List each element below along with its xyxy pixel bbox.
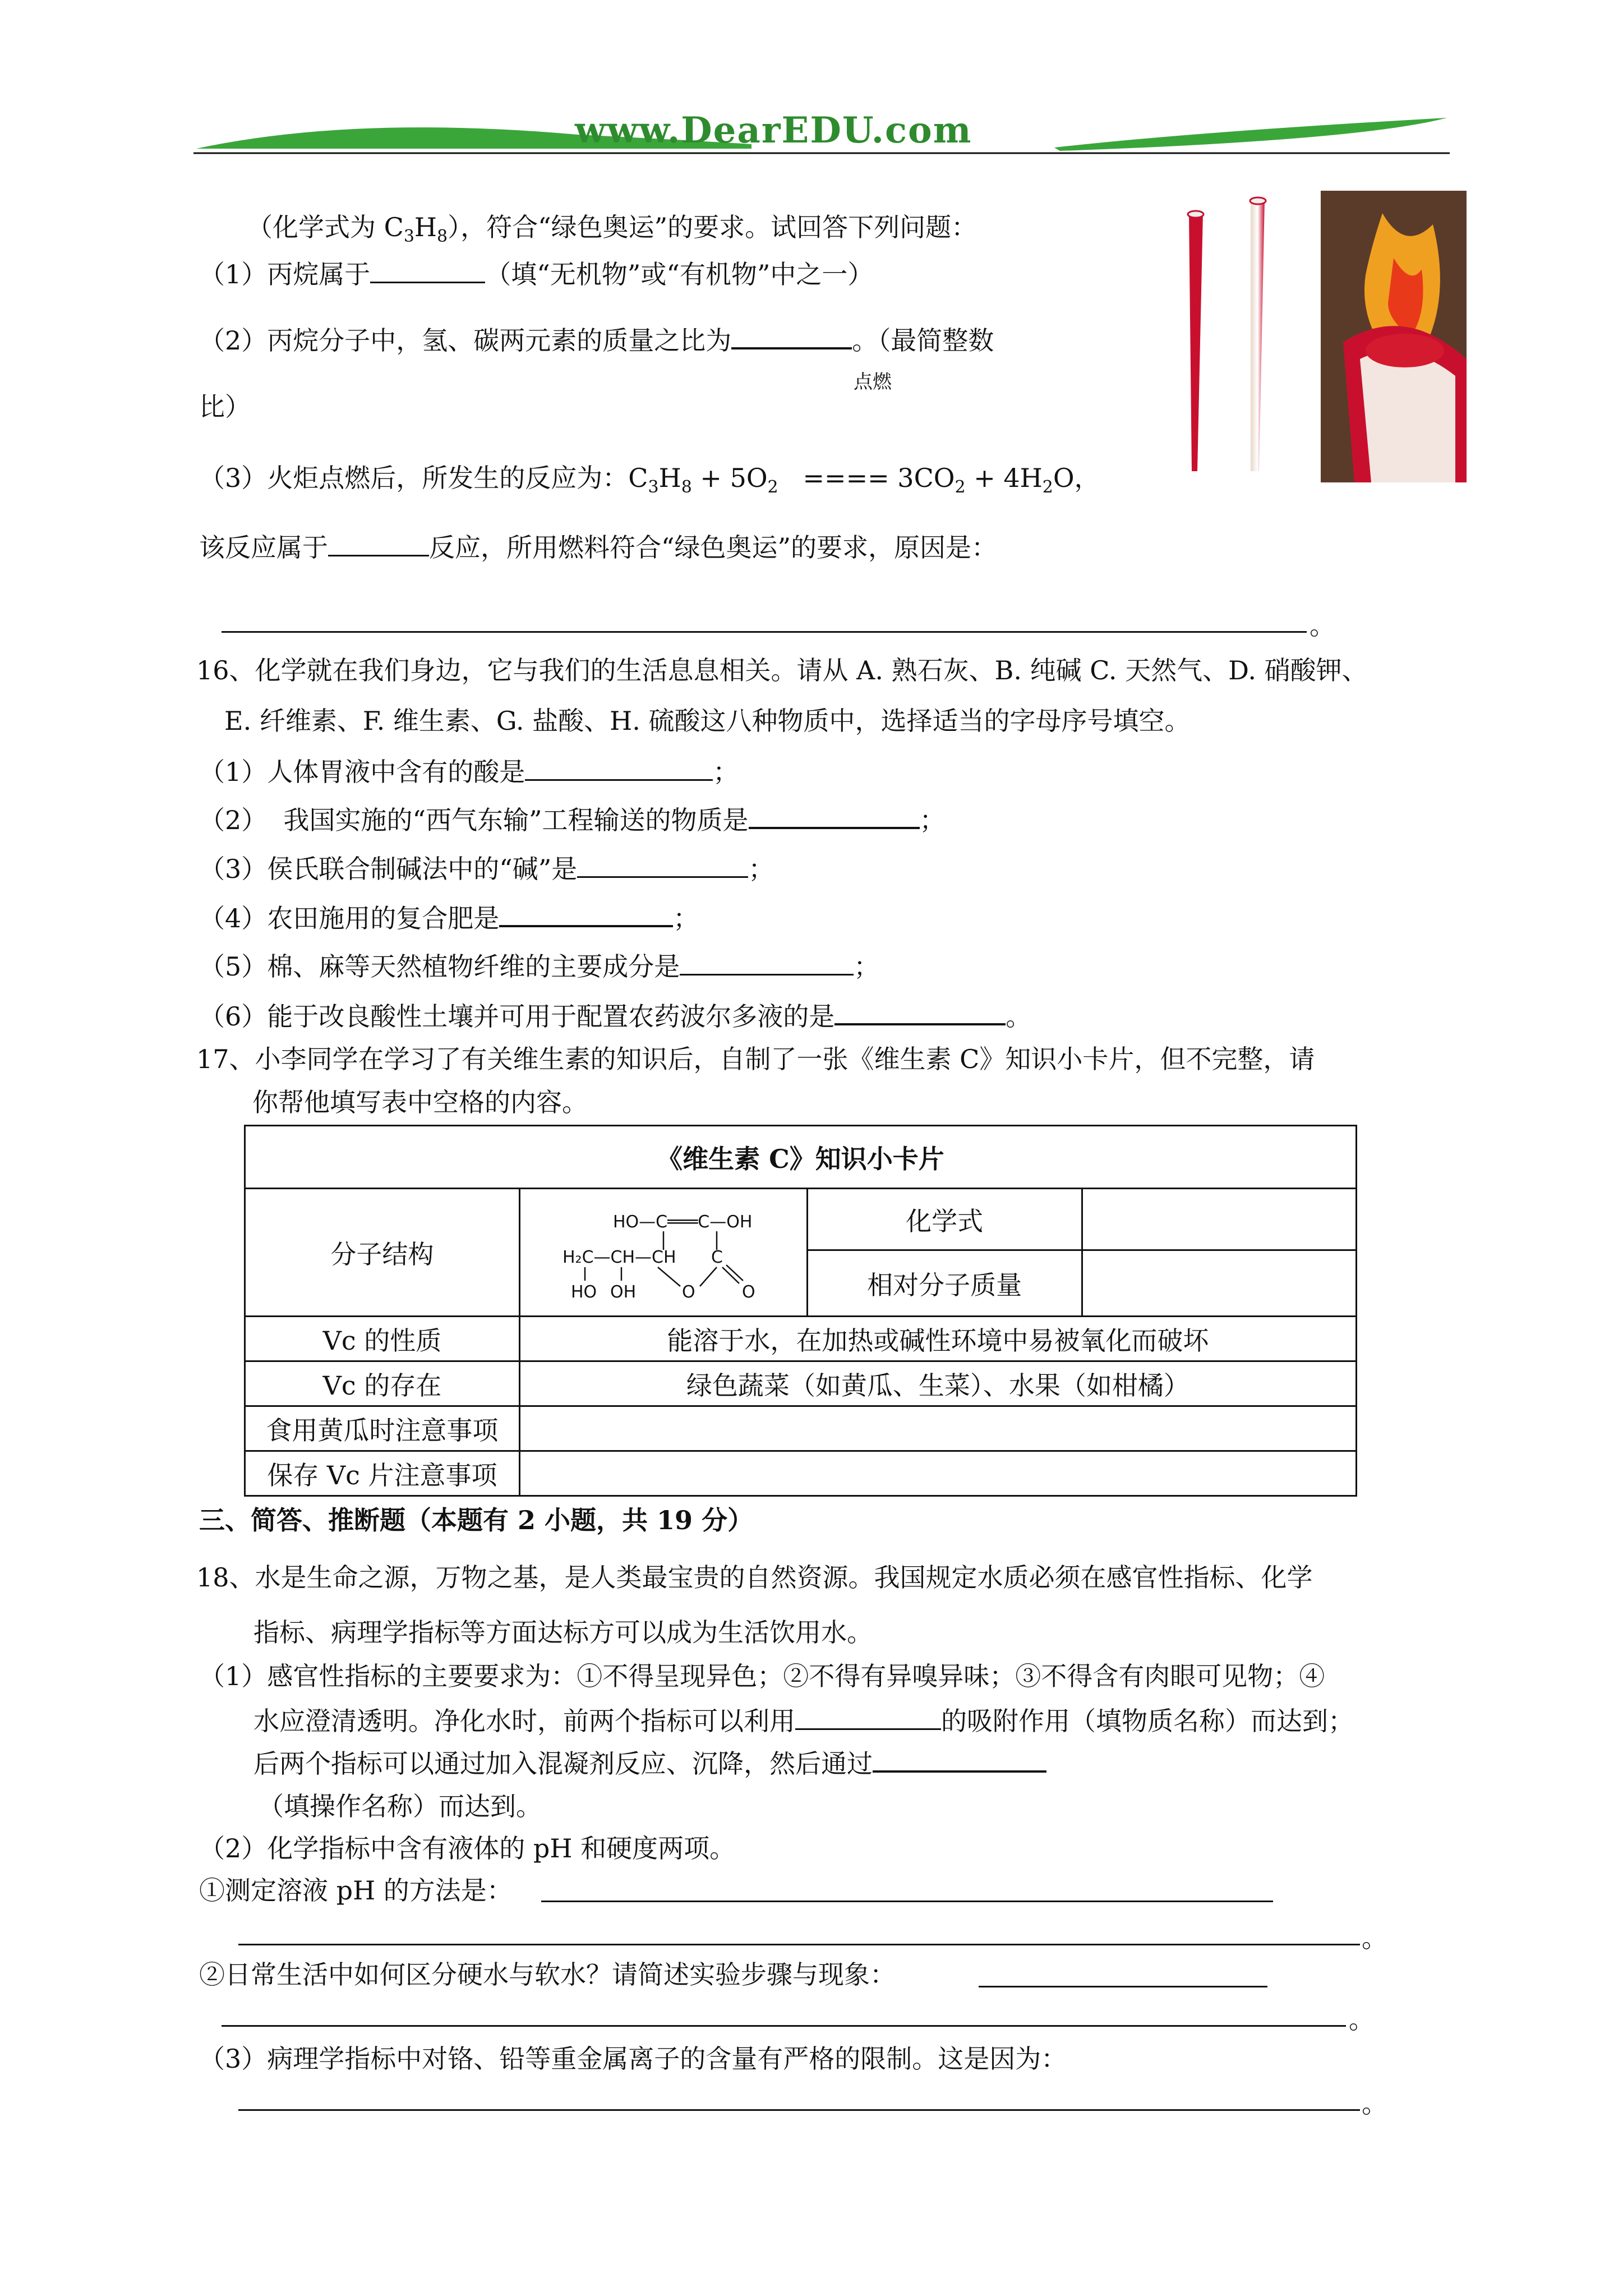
q16-stem: 16、化学就在我们身边，它与我们的生活息息相关。请从 A. 熟石灰、B. 纯碱 C. 天然气、D. 硝酸钾、 <box>196 655 1368 685</box>
molar-mass-label: 相对分子质量 <box>807 1250 1082 1317</box>
existence-value: 绿色蔬菜（如黄瓜、生菜）、水果（如柑橘） <box>519 1361 1356 1406</box>
card-title: 《维生素 C》知识小卡片 <box>245 1126 1357 1189</box>
property-value: 能溶于水，在加热或碱性环境中易被氧化而破坏 <box>519 1317 1356 1361</box>
punct: ； <box>713 757 739 787</box>
subscript: 8 <box>437 227 448 246</box>
q18-stem: 18、水是生命之源，万物之基，是人类最宝贵的自然资源。我国规定水质必须在感官性指标、化学 <box>196 1562 1313 1593</box>
q18-part2-1: ①测定溶液 pH 的方法是： <box>199 1875 513 1906</box>
q15-part1-prompt: （1）丙烷属于 <box>199 259 371 289</box>
answer-line[interactable] <box>541 1901 1273 1902</box>
q15-part1-hint: （填“无机物”或“有机物”中之一） <box>485 259 874 289</box>
q15-intro-text: ），符合“绿色奥运”的要求。试回答下列问题： <box>448 212 978 242</box>
equation-text: O， <box>1053 463 1100 493</box>
q16-item-4 <box>199 900 699 935</box>
answer-line[interactable] <box>979 1986 1267 1987</box>
answer-blank[interactable] <box>328 530 429 556</box>
sentence-end: 。 <box>1349 2004 1375 2035</box>
q16-item-prompt: （3）侯氏联合制碱法中的“碱”是 <box>199 854 578 884</box>
punct: ； <box>919 805 946 835</box>
q18-text: 的吸附作用（填物质名称）而达到； <box>941 1706 1354 1736</box>
q16-item-3 <box>199 852 774 886</box>
struct-text: H₂C—CH—CH <box>562 1247 676 1267</box>
answer-blank[interactable] <box>834 999 1006 1025</box>
struct-text: O <box>681 1282 695 1302</box>
subscript: 2 <box>1042 477 1053 497</box>
storage-note-answer-cell[interactable] <box>519 1451 1356 1496</box>
section-title: 三、简答、推断题（本题有 2 小题，共 19 分） <box>199 1505 754 1535</box>
storage-note-label: 保存 Vc 片注意事项 <box>245 1451 520 1496</box>
q18-part1: （1）感官性指标的主要要求为：①不得呈现异色；②不得有异嗅异味；③不得含有肉眼可见物；④ <box>199 1661 1325 1691</box>
q15-intro <box>247 210 977 244</box>
existence-label: Vc 的存在 <box>245 1361 520 1406</box>
struct-text: HO <box>570 1282 597 1302</box>
q15-part2-prompt: （2）丙烷分子中，氢、碳两元素的质量之比为 <box>199 325 732 356</box>
q16-item-prompt: （1）人体胃液中含有的酸是 <box>199 757 525 787</box>
q16-item-prompt: （6）能于改良酸性土壤并可用于配置农药波尔多液的是 <box>199 1001 835 1032</box>
cucumber-note-label: 食用黄瓜时注意事项 <box>245 1406 520 1451</box>
answer-blank[interactable] <box>749 802 920 829</box>
q15-part4-text: 反应，所用燃料符合“绿色奥运”的要求，原因是： <box>429 532 998 563</box>
subscript: 2 <box>955 477 966 497</box>
answer-blank[interactable] <box>525 754 713 781</box>
sentence-end: 。 <box>1362 1923 1387 1953</box>
property-label: Vc 的性质 <box>245 1317 520 1361</box>
molar-mass-answer-cell[interactable] <box>1082 1250 1356 1317</box>
torch-flame-icon <box>1321 191 1467 482</box>
reaction-condition: 点燃 <box>854 371 892 393</box>
vitamin-c-card-table <box>244 1125 1357 1497</box>
answer-blank[interactable] <box>370 257 485 283</box>
q15-intro-text: （化学式为 C <box>247 212 404 242</box>
q15-part3 <box>199 461 1100 495</box>
structure-label: 分子结构 <box>245 1189 520 1317</box>
q15-part2-hint: 。（最简整数 <box>852 325 994 356</box>
q16-item-1 <box>199 754 739 789</box>
torch-icon <box>1150 191 1279 482</box>
q15-part4-prompt: 该反应属于 <box>199 532 328 563</box>
answer-line[interactable] <box>222 631 1307 633</box>
sentence-end: 。 <box>1310 610 1335 641</box>
q15-intro-text: H <box>414 212 437 242</box>
q18-part2-2: ②日常生活中如何区分硬水与软水？请简述实验步骤与现象： <box>199 1959 896 1990</box>
answer-line[interactable] <box>238 2109 1360 2111</box>
punct: 。 <box>1006 1001 1032 1032</box>
site-logo[interactable]: www.DearEDU.com <box>575 109 972 151</box>
q18-part1-line2 <box>253 1704 1354 1738</box>
answer-line[interactable] <box>238 1944 1360 1945</box>
formula-answer-cell[interactable] <box>1082 1189 1356 1250</box>
answer-blank[interactable] <box>873 1746 1046 1773</box>
answer-blank[interactable] <box>680 949 854 976</box>
equation-text: + 5O <box>691 463 768 493</box>
q16-item-prompt: （4）农田施用的复合肥是 <box>199 903 500 933</box>
punct: ； <box>673 903 699 933</box>
formula-label: 化学式 <box>807 1189 1082 1250</box>
equation-text: H <box>658 463 681 493</box>
q15-part4 <box>199 530 997 564</box>
answer-blank[interactable] <box>577 852 748 878</box>
q17-stem-cont: 你帮他填写表中空格的内容。 <box>252 1087 588 1117</box>
answer-blank[interactable] <box>731 323 852 349</box>
punct: ； <box>748 854 774 884</box>
struct-text: HO—C═══C—OH <box>612 1212 753 1232</box>
subscript: 8 <box>681 477 692 497</box>
molecule-structure-icon <box>523 1191 804 1314</box>
struct-text: C <box>711 1247 723 1267</box>
answer-blank[interactable] <box>795 1704 941 1730</box>
q18-text: 后两个指标可以通过加入混凝剂反应、沉降，然后通过 <box>253 1749 873 1779</box>
q16-item-prompt: （5）棉、麻等天然植物纤维的主要成分是 <box>199 951 680 982</box>
subscript: 3 <box>648 477 659 497</box>
q18-part3: （3）病理学指标中对铬、铅等重金属离子的含量有严格的限制。这是因为： <box>199 2044 1067 2074</box>
subscript: 3 <box>403 227 414 246</box>
equation-text: + 4H <box>965 463 1043 493</box>
struct-text: OH <box>610 1282 636 1302</box>
cucumber-note-answer-cell[interactable] <box>519 1406 1356 1451</box>
q16-stem-cont: E. 纤维素、F. 维生素、G. 盐酸、H. 硫酸这八种物质中，选择适当的字母序号填空。 <box>224 706 1191 736</box>
equation-text: ==== 3CO <box>778 463 955 493</box>
q17-stem: 17、小李同学在学习了有关维生素的知识后，自制了一张《维生素 C》知识小卡片，但不完整，请 <box>196 1044 1315 1074</box>
punct: ； <box>854 951 880 982</box>
structure-diagram <box>519 1189 807 1317</box>
q18-text: 水应澄清透明。净化水时，前两个指标可以利用 <box>253 1706 795 1736</box>
q18-part2: （2）化学指标中含有液体的 pH 和硬度两项。 <box>199 1833 736 1864</box>
answer-blank[interactable] <box>499 900 673 927</box>
q18-part1-line3 <box>253 1746 1046 1780</box>
subscript: 2 <box>767 477 778 497</box>
q15-part1 <box>199 257 873 291</box>
q18-stem-cont: 指标、病理学指标等方面达标方可以成为生活饮用水。 <box>253 1617 873 1648</box>
sentence-end: 。 <box>1362 2088 1387 2119</box>
q18-part1-line4: （填操作名称）而达到。 <box>258 1791 542 1821</box>
answer-line[interactable] <box>222 2025 1346 2027</box>
struct-text: O <box>741 1282 755 1302</box>
q16-item-5 <box>199 949 879 983</box>
q16-item-6 <box>199 999 1031 1033</box>
q15-part2 <box>199 323 994 357</box>
q15-part2-cont: 比） <box>199 392 251 422</box>
q16-item-2 <box>199 802 946 837</box>
equation-text: （3）火炬点燃后，所发生的反应为：C <box>199 463 648 493</box>
q16-item-prompt: （2） 我国实施的“西气东输”工程输送的物质是 <box>199 805 749 835</box>
